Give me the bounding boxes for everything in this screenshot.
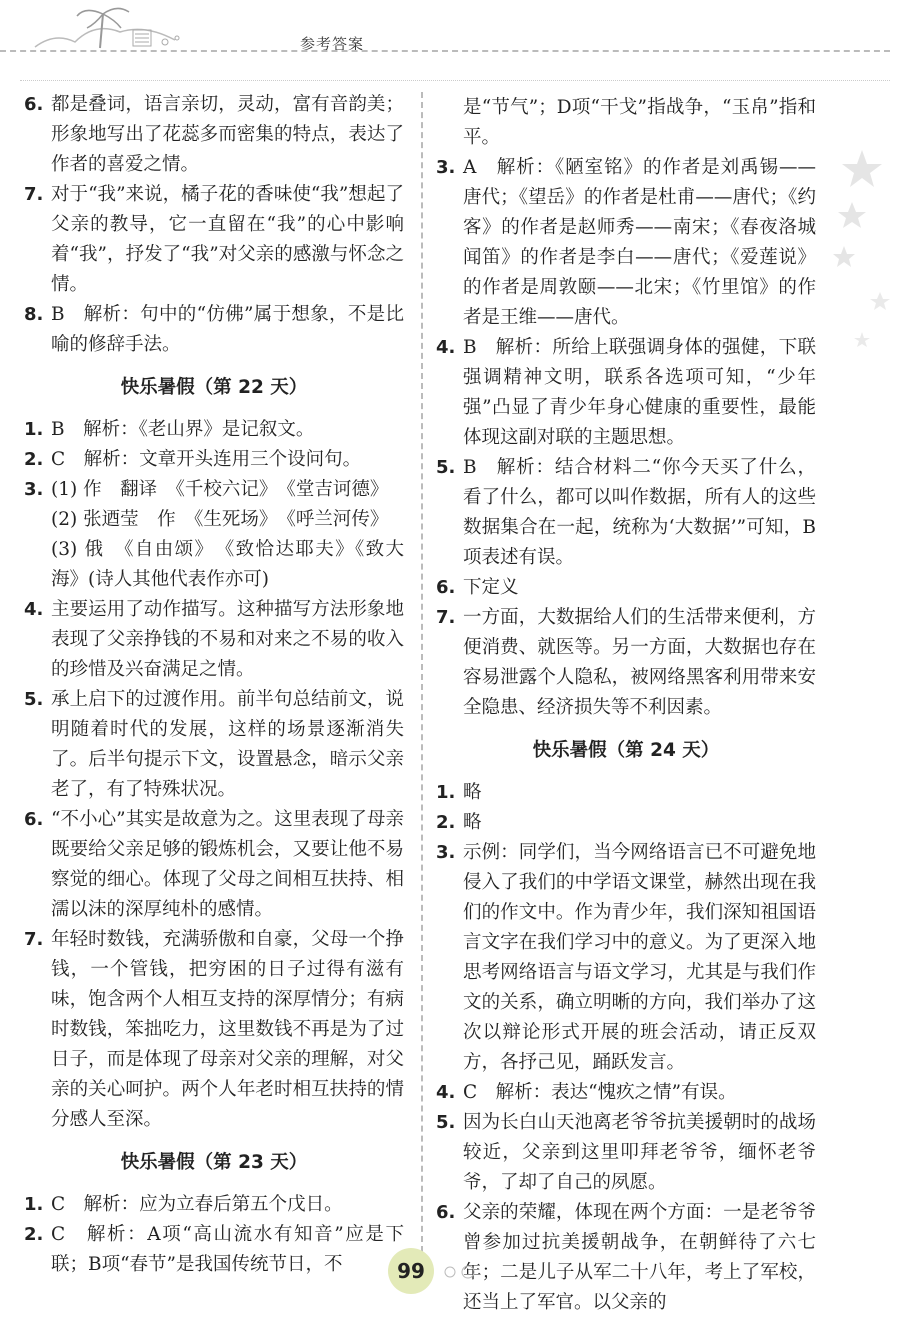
answer-text: C 解析：文章开头连用三个设问句。 bbox=[51, 449, 362, 470]
answer-item bbox=[436, 453, 816, 573]
answer-text: 略 bbox=[463, 812, 482, 833]
header-title: 参考答案 bbox=[300, 35, 365, 53]
answer-number: 3. bbox=[24, 479, 44, 500]
answer-number: 5. bbox=[24, 689, 44, 710]
answer-number: 1. bbox=[24, 1194, 44, 1215]
page-number-decoration-icon bbox=[440, 1262, 500, 1282]
answer-item bbox=[436, 1108, 816, 1198]
answer-item bbox=[24, 90, 404, 180]
answer-text: 都是叠词，语言亲切，灵动，富有音韵美；形象地写出了花蕊多而密集的特点，表达了作者的喜爱之情。 bbox=[51, 94, 404, 175]
answer-text: 承上启下的过渡作用。前半句总结前文，说明随着时代的发展，这样的场景逐渐消失了。后半句提示下文，设置悬念，暗示父亲老了，有了特殊状况。 bbox=[51, 689, 404, 800]
answer-item bbox=[24, 300, 404, 360]
answer-text: 主要运用了动作描写。这种描写方法形象地表现了父亲挣钱的不易和对来之不易的收入的珍惜及兴奋满足之情。 bbox=[51, 599, 404, 680]
answer-text: B 解析：句中的“仿佛”属于想象，不是比喻的修辞手法。 bbox=[51, 304, 404, 355]
answer-item bbox=[24, 1220, 404, 1280]
answer-number: 1. bbox=[24, 419, 44, 440]
answer-item bbox=[24, 445, 404, 475]
stars-decoration-icon bbox=[832, 150, 892, 350]
header-divider bbox=[0, 50, 890, 52]
answer-item bbox=[24, 535, 404, 595]
answer-text: (3) 俄 《自由颂》 《致恰达耶夫》《致大海》(诗人其他代表作亦可) bbox=[51, 539, 404, 590]
answer-text: 是“节气”；D项“干戈”指战争，“玉帛”指和平。 bbox=[463, 97, 816, 148]
right-column bbox=[436, 93, 816, 1318]
answer-number: 7. bbox=[24, 929, 44, 950]
header-divider bbox=[20, 80, 890, 81]
answer-text: “不小心”其实是故意为之。这里表现了母亲既要给父亲足够的锻炼机会，又要让他不易察觉的细心。体现了父母之间相互扶持、相濡以沫的深厚纯朴的感情。 bbox=[51, 809, 404, 920]
answer-text: 父亲的荣耀，体现在两个方面：一是老爷爷曾参加过抗美援朝战争，在朝鲜待了六七年；二是儿子从军二十八年，考上了军校，还当上了军官。以父亲的 bbox=[463, 1202, 816, 1313]
answer-text: C 解析：A项“高山流水有知音”应是下联；B项“春节”是我国传统节日，不 bbox=[51, 1224, 404, 1275]
section-heading: 快乐暑假（第 23 天） bbox=[120, 1152, 308, 1173]
page-header bbox=[0, 0, 900, 90]
answer-item bbox=[24, 595, 404, 685]
answer-text: C 解析：应为立春后第五个戊日。 bbox=[51, 1194, 343, 1215]
palm-tree-decoration-icon bbox=[25, 2, 195, 52]
answer-number: 8. bbox=[24, 304, 44, 325]
left-column bbox=[24, 90, 404, 1280]
answer-text: 示例：同学们，当今网络语言已不可避免地侵入了我们的中学语文课堂，赫然出现在我们的作文中。作为青少年，我们深知祖国语言文字在我们学习中的意义。为了更深入地思考网络语言与语文学习，尤其是与我们作文的关系，确立明晰的方向，我们举办了这次以辩论形式开展的班会活动，请正反双方，各抒己见，踊跃发言。 bbox=[463, 842, 816, 1073]
answer-item bbox=[24, 475, 404, 505]
answer-item bbox=[24, 505, 404, 535]
answer-text: 下定义 bbox=[463, 577, 519, 598]
section-heading: 快乐暑假（第 24 天） bbox=[532, 740, 720, 761]
answer-item bbox=[24, 1190, 404, 1220]
answer-number: 2. bbox=[24, 449, 44, 470]
answer-item bbox=[436, 93, 816, 153]
answer-text: (1) 作 翻译 《千校六记》 《堂吉诃德》 bbox=[51, 479, 389, 500]
answer-item bbox=[436, 778, 816, 808]
answer-number: 6. bbox=[24, 94, 44, 115]
answer-item bbox=[436, 603, 816, 723]
answer-item bbox=[436, 808, 816, 838]
answer-text: B 解析：结合材料二“你今天买了什么，看了什么，都可以叫作数据，所有人的这些数据集合在一起，统称为‘大数据’”可知，B项表述有误。 bbox=[463, 457, 816, 568]
answer-text: 略 bbox=[463, 782, 482, 803]
answer-number: 5. bbox=[436, 1112, 456, 1133]
answer-number: 2. bbox=[24, 1224, 44, 1245]
answer-number: 5. bbox=[436, 457, 456, 478]
answer-text: B 解析：所给上联强调身体的强健，下联强调精神文明，联系各选项可知，“少年强”凸显了青少年身心健康的重要性，最能体现这副对联的主题思想。 bbox=[463, 337, 816, 448]
answer-number: 4. bbox=[436, 337, 456, 358]
answer-text: 对于“我”来说，橘子花的香味使“我”想起了父亲的教导，它一直留在“我”的心中影响着“我”，抒发了“我”对父亲的感激与怀念之情。 bbox=[51, 184, 404, 295]
answer-item bbox=[24, 415, 404, 445]
answer-number: 7. bbox=[436, 607, 456, 628]
column-divider bbox=[421, 92, 423, 1252]
answer-number: 3. bbox=[436, 842, 456, 863]
answer-number: 2. bbox=[436, 812, 456, 833]
answer-number: 6. bbox=[24, 809, 44, 830]
answer-item bbox=[436, 838, 816, 1078]
page-number: 99 bbox=[388, 1248, 434, 1294]
answer-item bbox=[436, 1078, 816, 1108]
answer-item bbox=[24, 805, 404, 925]
answer-item bbox=[24, 685, 404, 805]
answer-item bbox=[436, 573, 816, 603]
answer-number: 6. bbox=[436, 1202, 456, 1223]
answer-text: (2) 张迺莹 作 《生死场》 《呼兰河传》 bbox=[51, 509, 389, 530]
answer-item bbox=[436, 153, 816, 333]
answer-item bbox=[24, 180, 404, 300]
answer-number: 4. bbox=[436, 1082, 456, 1103]
answer-number: 6. bbox=[436, 577, 456, 598]
answer-item bbox=[436, 1198, 816, 1318]
answer-item bbox=[436, 333, 816, 453]
answer-number: 1. bbox=[436, 782, 456, 803]
answer-number: 4. bbox=[24, 599, 44, 620]
answer-number: 7. bbox=[24, 184, 44, 205]
answer-text: 一方面，大数据给人们的生活带来便利，方便消费、就医等。另一方面，大数据也存在容易泄露个人隐私，被网络黑客利用带来安全隐患、经济损失等不利因素。 bbox=[463, 607, 816, 718]
answer-text: B 解析：《老山界》是记叙文。 bbox=[51, 419, 315, 440]
answer-text: A 解析：《陋室铭》的作者是刘禹锡——唐代；《望岳》的作者是杜甫——唐代；《约客》的作者是赵师秀——南宋；《春夜洛城闻笛》的作者是李白——唐代；《爱莲说》的作者是周敦颐——北宋；《竹里馆》的作者是王维——唐代。 bbox=[463, 157, 816, 328]
answer-item bbox=[24, 925, 404, 1135]
answer-text: 年轻时数钱，充满骄傲和自豪，父母一个挣钱，一个管钱，把穷困的日子过得有滋有味，饱含两个人相互支持的深厚情分；有病时数钱，笨拙吃力，这里数钱不再是为了过日子，而是体现了母亲对父亲的理解，对父亲的关心呵护。两个人年老时相互扶持的情分感人至深。 bbox=[51, 929, 404, 1130]
answer-text: C 解析：表达“愧疚之情”有误。 bbox=[463, 1082, 737, 1103]
section-heading: 快乐暑假（第 22 天） bbox=[120, 377, 308, 398]
answer-text: 因为长白山天池离老爷爷抗美援朝时的战场较近，父亲到这里叩拜老爷爷，缅怀老爷爷，了却了自己的夙愿。 bbox=[463, 1112, 816, 1193]
answer-number: 3. bbox=[436, 157, 456, 178]
